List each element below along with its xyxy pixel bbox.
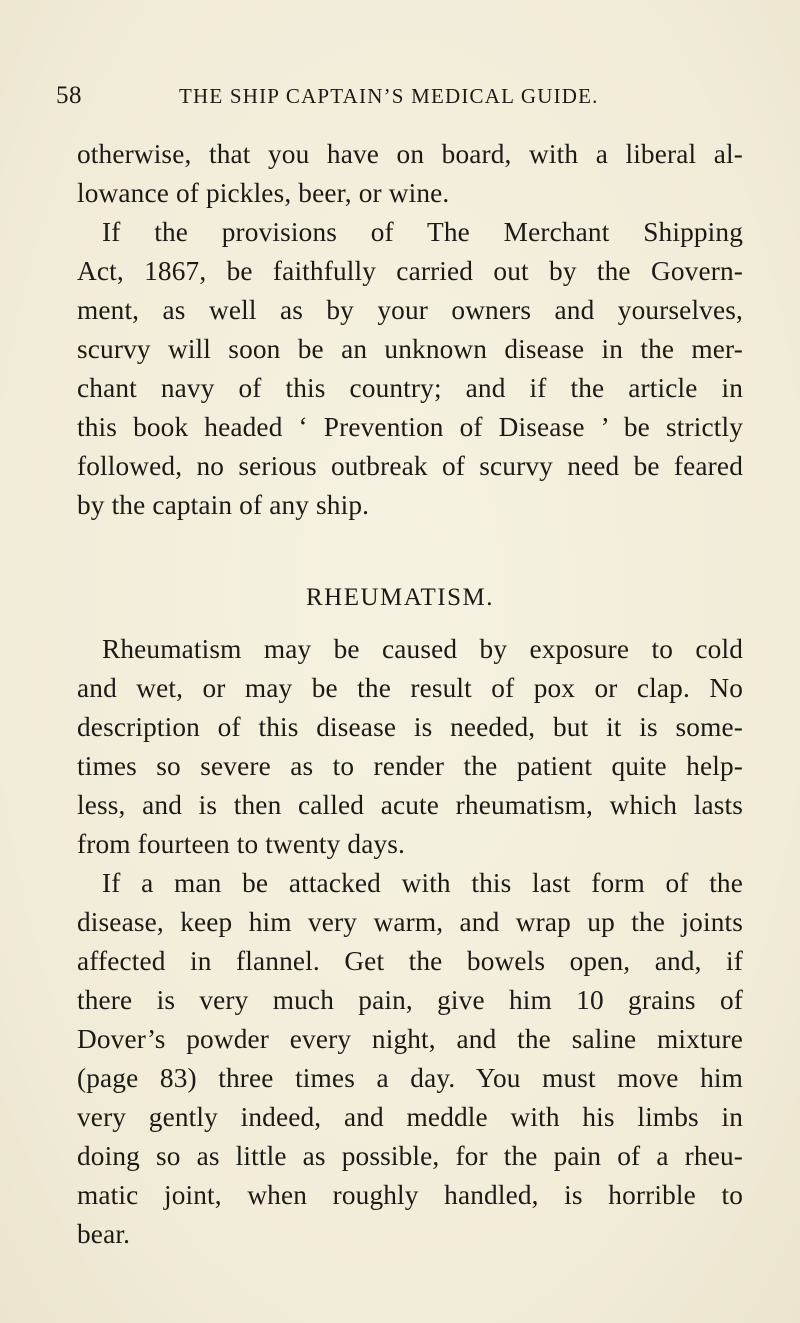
paragraph-4-line-4: there is very much pain, give him 10 grains of [77, 985, 743, 1015]
paragraph-2-line-7: followed, no serious outbreak of scurvy need be feared [77, 451, 743, 481]
paragraph-3-line-4: times so severe as to render the patient quite help- [77, 751, 743, 781]
paragraph-1-line-1: otherwise, that you have on board, with a liberal al- [77, 139, 743, 169]
paragraph-2-line-8: by the captain of any ship. [77, 490, 370, 520]
paragraph-4-line-3: affected in flannel. Get the bowels open, and, if [77, 946, 743, 976]
running-title: THE SHIP CAPTAIN’S MEDICAL GUIDE. [179, 84, 599, 108]
paragraph-2-line-3: ment, as well as by your owners and yourselves, [77, 295, 743, 325]
section-heading: RHEUMATISM. [305, 584, 495, 611]
paragraph-1-line-2: lowance of pickles, beer, or wine. [77, 178, 450, 208]
running-head [56, 82, 746, 118]
paragraph-2-line-1: If the provisions of The Merchant Shipping [102, 217, 743, 247]
paragraph-3-line-5: less, and is then called acute rheumatism, which lasts [77, 790, 743, 820]
page-number: 58 [56, 82, 82, 109]
paragraph-4-line-8: doing so as little as possible, for the pain of a rheu- [77, 1141, 743, 1171]
paragraph-2-line-4: scurvy will soon be an unknown disease in the mer- [77, 334, 743, 364]
paragraph-4-line-5: Dover’s powder every night, and the saline mixture [77, 1024, 743, 1054]
paragraph-3-line-6: from fourteen to twenty days. [77, 829, 406, 859]
paragraph-4-line-9: matic joint, when roughly handled, is horrible to [77, 1180, 743, 1210]
paragraph-2-line-6: this book headed ‘ Prevention of Disease ’ be strictly [77, 412, 743, 442]
paragraph-3-line-2: and wet, or may be the result of pox or clap. No [77, 673, 743, 703]
paragraph-3-line-3: description of this disease is needed, but it is some- [77, 712, 743, 742]
paragraph-4-line-2: disease, keep him very warm, and wrap up the joints [77, 907, 743, 937]
paragraph-4-line-1: If a man be attacked with this last form of the [102, 868, 743, 898]
paragraph-4-line-10: bear. [77, 1219, 131, 1249]
paragraph-4-line-6: (page 83) three times a day. You must move him [77, 1063, 743, 1093]
paragraph-2-line-5: chant navy of this country; and if the article in [77, 373, 743, 403]
paragraph-4-line-7: very gently indeed, and meddle with his limbs in [77, 1102, 743, 1132]
paragraph-2-line-2: Act, 1867, be faithfully carried out by the Govern- [77, 256, 743, 286]
paragraph-3-line-1: Rheumatism may be caused by exposure to cold [102, 634, 743, 664]
